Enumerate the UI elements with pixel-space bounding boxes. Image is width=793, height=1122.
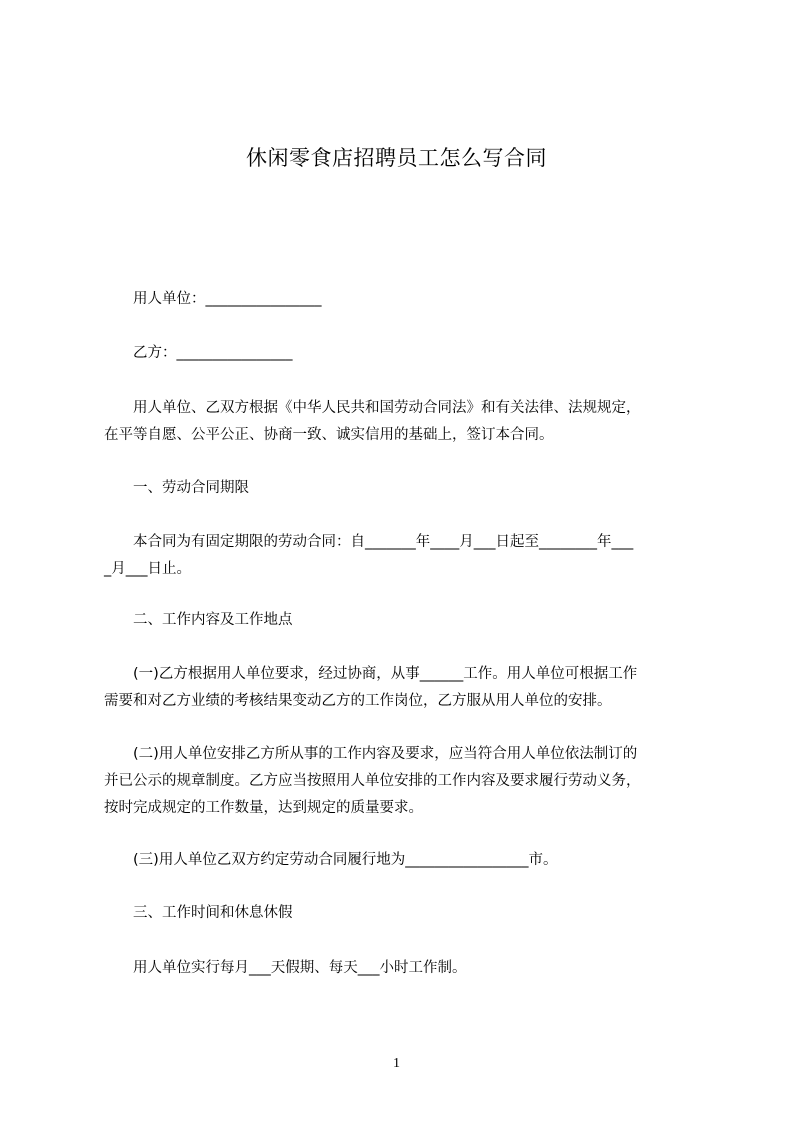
section-heading-work-content: 二、工作内容及工作地点 [104,612,293,628]
contract-term-line-2: _月___日止。 [104,561,191,577]
clause-2-line-2: 并已公示的规章制度。乙方应当按照用人单位安排的工作内容及要求履行劳动义务， [104,773,641,789]
party-b-field: 乙方：________________ [104,345,293,361]
clause-1-line-1: (一)乙方根据用人单位要求，经过协商，从事______工作。用人单位可根据工作 [104,666,638,682]
clause-1-line-2: 需要和对乙方业绩的考核结果变动乙方的工作岗位，乙方服从用人单位的安排。 [104,693,612,709]
clause-2-line-1: (二)用人单位安排乙方所从事的工作内容及要求，应当符合用人单位依法制订的 [104,746,638,762]
intro-paragraph-line-1: 用人单位、乙双方根据《中华人民共和国劳动合同法》和有关法律、法规规定， [104,400,641,416]
clause-3-line: (三)用人单位乙双方约定劳动合同履行地为_________________市。 [104,852,558,868]
work-time-line: 用人单位实行每月___天假期、每天___小时工作制。 [104,960,467,976]
section-heading-work-time: 三、工作时间和休息休假 [104,905,293,921]
contract-term-line-1: 本合同为有固定期限的劳动合同：自_______年____月___日起至________年___ [104,534,634,550]
employer-field: 用人单位：________________ [104,291,322,307]
intro-paragraph-line-2: 在平等自愿、公平公正、协商一致、诚实信用的基础上，签订本合同。 [104,427,554,443]
document-title: 休闲零食店招聘员工怎么写合同 [246,146,547,170]
page-number: 1 [393,1056,400,1071]
clause-2-line-3: 按时完成规定的工作数量，达到规定的质量要求。 [104,800,423,816]
section-heading-contract-term: 一、劳动合同期限 [104,480,249,496]
